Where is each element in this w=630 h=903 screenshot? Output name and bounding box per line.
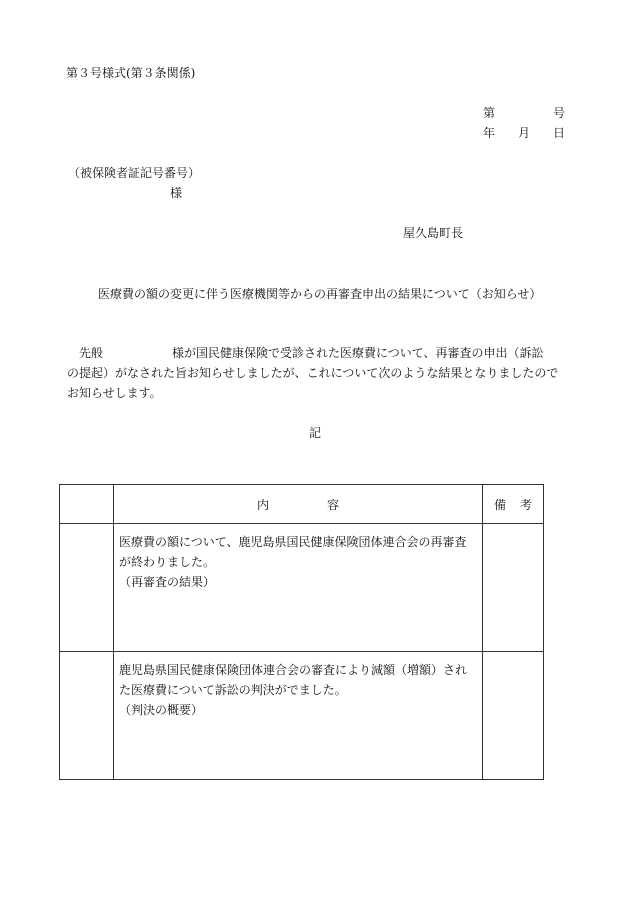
document-title: 医療費の額の変更に伴う医療機関等からの再審査申出の結果について（お知らせ） — [98, 287, 542, 301]
header-remarks-char2: 考 — [520, 497, 533, 512]
row-number-cell — [60, 524, 114, 652]
body-line3: お知らせします。 — [67, 386, 162, 400]
ki-heading: 記 — [309, 426, 322, 440]
table-row — [60, 652, 544, 780]
table-header-row — [60, 485, 544, 524]
sender-name: 屋久島町長 — [403, 226, 464, 240]
date-day: 日 — [553, 126, 566, 140]
recipient-honorific: 様 — [170, 186, 183, 200]
date-year: 年 — [483, 126, 496, 140]
results-table — [59, 484, 544, 780]
row-content-subtitle: （再審査の結果） — [119, 575, 216, 589]
doc-number-prefix: 第 — [483, 106, 496, 120]
header-content-char1: 内 — [256, 497, 269, 512]
table-row — [60, 524, 544, 652]
row-content-text: 鹿児島県国民健康保険団体連合会の審査により減額（増額）された医療費について訴訟の判決がでました。 — [119, 663, 468, 697]
date-month: 月 — [518, 126, 531, 140]
doc-number-suffix: 号 — [553, 106, 566, 120]
row-content-cell — [114, 652, 483, 780]
row-remarks-cell — [483, 652, 544, 780]
form-number: 第３号様式(第３条関係) — [66, 66, 196, 80]
body-line1-rest: 様が国民健康保険で受診された医療費について、再審査の申出（訴訟 — [172, 346, 544, 360]
row-remarks-cell — [483, 524, 544, 652]
row-content-subtitle: （判決の概要） — [119, 703, 204, 717]
body-line1-start: 先般 — [79, 346, 104, 360]
row-content-cell — [114, 524, 483, 652]
insured-id-label: （被保険者証記号番号） — [68, 166, 201, 180]
body-line2: の提起）がなされた旨お知らせしましたが、これについて次のような結果となりましたので — [67, 366, 559, 380]
header-remarks — [483, 485, 544, 524]
row-number-cell — [60, 652, 114, 780]
header-remarks-char1: 備 — [493, 497, 506, 512]
header-content-char2: 容 — [327, 497, 340, 512]
header-blank-cell — [60, 485, 114, 524]
header-content — [114, 485, 483, 524]
row-content-text: 医療費の額について、鹿児島県国民健康保険団体連合会の再審査が終わりました。 — [119, 535, 467, 569]
